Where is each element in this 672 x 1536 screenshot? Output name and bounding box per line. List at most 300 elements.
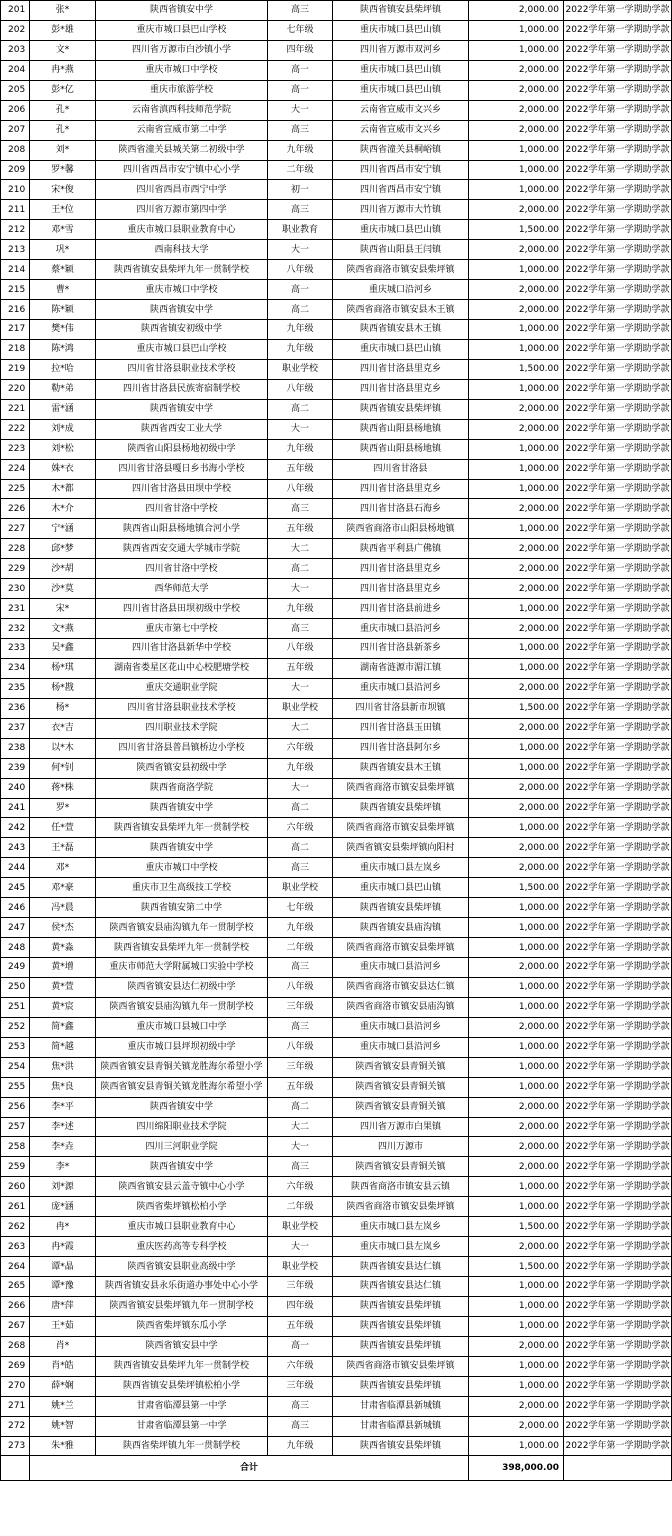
home-address: 重庆市城口县巴山镇 bbox=[333, 60, 469, 80]
home-address: 陕西省镇安县柴坪镇 bbox=[333, 1436, 469, 1456]
amount: 2,000.00 bbox=[469, 120, 564, 140]
row-index: 273 bbox=[1, 1436, 30, 1456]
row-index: 240 bbox=[1, 778, 30, 798]
grade: 高三 bbox=[268, 1396, 333, 1416]
donation-note: 2022学年第一学期助学款 bbox=[564, 379, 672, 399]
home-address: 四川省甘洛县新茶乡 bbox=[333, 639, 469, 659]
school-name: 重庆交通职业学院 bbox=[96, 678, 268, 698]
donation-note: 2022学年第一学期助学款 bbox=[564, 559, 672, 579]
grade: 职业学校 bbox=[268, 878, 333, 898]
table-row bbox=[1, 1257, 672, 1277]
donation-note: 2022学年第一学期助学款 bbox=[564, 280, 672, 300]
recipient-name: 杨* bbox=[30, 698, 96, 718]
amount: 2,000.00 bbox=[469, 1017, 564, 1037]
table-row bbox=[1, 439, 672, 459]
recipient-name: 冉*霞 bbox=[30, 1237, 96, 1257]
table-row bbox=[1, 120, 672, 140]
table-row bbox=[1, 80, 672, 100]
grade: 六年级 bbox=[268, 738, 333, 758]
row-index: 266 bbox=[1, 1296, 30, 1316]
amount: 1,000.00 bbox=[469, 180, 564, 200]
school-name: 重庆市城口县坪坝初级中学 bbox=[96, 1037, 268, 1057]
amount: 1,000.00 bbox=[469, 758, 564, 778]
grade: 五年级 bbox=[268, 1316, 333, 1336]
school-name: 四川省西昌市西宁中学 bbox=[96, 180, 268, 200]
table-row bbox=[1, 738, 672, 758]
total-note bbox=[564, 1456, 672, 1481]
amount: 1,000.00 bbox=[469, 738, 564, 758]
recipient-name: 李*平 bbox=[30, 1097, 96, 1117]
recipient-name: 沙*莫 bbox=[30, 579, 96, 599]
donation-note: 2022学年第一学期助学款 bbox=[564, 758, 672, 778]
school-name: 陕西省镇安县初级中学 bbox=[96, 758, 268, 778]
grade: 大二 bbox=[268, 1117, 333, 1137]
donation-note: 2022学年第一学期助学款 bbox=[564, 818, 672, 838]
donation-note: 2022学年第一学期助学款 bbox=[564, 1197, 672, 1217]
school-name: 陕西省镇安县青铜关镇龙胜海尔希望小学 bbox=[96, 1077, 268, 1097]
row-index: 261 bbox=[1, 1197, 30, 1217]
grade: 大一 bbox=[268, 100, 333, 120]
grade: 高三 bbox=[268, 858, 333, 878]
donation-note: 2022学年第一学期助学款 bbox=[564, 658, 672, 678]
grade: 九年级 bbox=[268, 320, 333, 340]
home-address: 陕西省商洛市山阳县杨地镇 bbox=[333, 519, 469, 539]
recipient-name: 黄*宸 bbox=[30, 997, 96, 1017]
recipient-name: 衣*吉 bbox=[30, 718, 96, 738]
school-name: 陕西省镇安中学 bbox=[96, 300, 268, 320]
grade: 三年级 bbox=[268, 1277, 333, 1297]
amount: 2,000.00 bbox=[469, 718, 564, 738]
table-row bbox=[1, 678, 672, 698]
recipient-name: 彭*亿 bbox=[30, 80, 96, 100]
home-address: 陕西省山阳县杨地镇 bbox=[333, 439, 469, 459]
recipient-name: 陈*鸿 bbox=[30, 339, 96, 359]
home-address: 四川省万源市大竹镇 bbox=[333, 200, 469, 220]
table-row bbox=[1, 220, 672, 240]
donation-note: 2022学年第一学期助学款 bbox=[564, 1177, 672, 1197]
row-index: 244 bbox=[1, 858, 30, 878]
donation-note: 2022学年第一学期助学款 bbox=[564, 958, 672, 978]
amount: 2,000.00 bbox=[469, 838, 564, 858]
recipient-name: 杨*琪 bbox=[30, 658, 96, 678]
amount: 1,000.00 bbox=[469, 1037, 564, 1057]
grade: 三年级 bbox=[268, 1057, 333, 1077]
grade: 八年级 bbox=[268, 260, 333, 280]
row-index: 254 bbox=[1, 1057, 30, 1077]
amount: 1,000.00 bbox=[469, 260, 564, 280]
school-name: 四川职业技术学院 bbox=[96, 718, 268, 738]
donation-note: 2022学年第一学期助学款 bbox=[564, 838, 672, 858]
row-index: 202 bbox=[1, 20, 30, 40]
home-address: 四川省甘洛县里克乡 bbox=[333, 359, 469, 379]
donation-note: 2022学年第一学期助学款 bbox=[564, 1336, 672, 1356]
home-address: 重庆市城口县沿河乡 bbox=[333, 1017, 469, 1037]
grade: 大一 bbox=[268, 240, 333, 260]
donation-note: 2022学年第一学期助学款 bbox=[564, 499, 672, 519]
donation-note: 2022学年第一学期助学款 bbox=[564, 200, 672, 220]
home-address: 陕西省镇安县木王镇 bbox=[333, 758, 469, 778]
school-name: 陕西省镇安中学 bbox=[96, 399, 268, 419]
row-index: 272 bbox=[1, 1416, 30, 1436]
amount: 2,000.00 bbox=[469, 1137, 564, 1157]
table-row bbox=[1, 280, 672, 300]
grade: 八年级 bbox=[268, 977, 333, 997]
table-row bbox=[1, 379, 672, 399]
home-address: 陕西省山阳县杨地镇 bbox=[333, 419, 469, 439]
amount: 1,000.00 bbox=[469, 459, 564, 479]
table-row bbox=[1, 1356, 672, 1376]
table-row bbox=[1, 1057, 672, 1077]
donation-note: 2022学年第一学期助学款 bbox=[564, 599, 672, 619]
school-name: 陕西省镇安中学 bbox=[96, 1097, 268, 1117]
row-index: 256 bbox=[1, 1097, 30, 1117]
table-row bbox=[1, 619, 672, 639]
school-name: 重庆市师范大学附属城口实验中学校 bbox=[96, 958, 268, 978]
donation-note: 2022学年第一学期助学款 bbox=[564, 40, 672, 60]
recipient-name: 孔* bbox=[30, 120, 96, 140]
recipient-name: 王*茹 bbox=[30, 1316, 96, 1336]
recipient-name: 冉* bbox=[30, 1217, 96, 1237]
grade: 大一 bbox=[268, 1237, 333, 1257]
table-row bbox=[1, 40, 672, 60]
school-name: 陕西省商洛学院 bbox=[96, 778, 268, 798]
home-address: 陕西省镇安县达仁镇 bbox=[333, 1257, 469, 1277]
home-address: 四川省甘洛县里克乡 bbox=[333, 379, 469, 399]
amount: 2,000.00 bbox=[469, 778, 564, 798]
recipient-name: 薛*娴 bbox=[30, 1376, 96, 1396]
school-name: 陕西省镇安中学 bbox=[96, 838, 268, 858]
home-address: 重庆市城口县左岚乡 bbox=[333, 1217, 469, 1237]
donation-note: 2022学年第一学期助学款 bbox=[564, 300, 672, 320]
home-address: 四川省万源市白果镇 bbox=[333, 1117, 469, 1137]
row-index: 268 bbox=[1, 1336, 30, 1356]
grade: 高一 bbox=[268, 80, 333, 100]
row-index: 249 bbox=[1, 958, 30, 978]
grade: 八年级 bbox=[268, 379, 333, 399]
table-row bbox=[1, 1197, 672, 1217]
amount: 2,000.00 bbox=[469, 80, 564, 100]
donation-note: 2022学年第一学期助学款 bbox=[564, 778, 672, 798]
home-address: 陕西省镇安县柴坪镇向阳村 bbox=[333, 838, 469, 858]
donation-note: 2022学年第一学期助学款 bbox=[564, 1077, 672, 1097]
school-name: 陕西省西安工业大学 bbox=[96, 419, 268, 439]
recipient-name: 宋*俊 bbox=[30, 180, 96, 200]
recipient-name: 李* bbox=[30, 1157, 96, 1177]
home-address: 陕西省商洛市镇安县云镇 bbox=[333, 1177, 469, 1197]
donation-note: 2022学年第一学期助学款 bbox=[564, 439, 672, 459]
row-index: 213 bbox=[1, 240, 30, 260]
amount: 1,000.00 bbox=[469, 439, 564, 459]
school-name: 云南省宣威市第二中学 bbox=[96, 120, 268, 140]
table-row bbox=[1, 399, 672, 419]
table-row bbox=[1, 559, 672, 579]
recipient-name: 彭*雄 bbox=[30, 20, 96, 40]
donation-note: 2022学年第一学期助学款 bbox=[564, 339, 672, 359]
grade: 九年级 bbox=[268, 599, 333, 619]
school-name: 重庆医药高等专科学校 bbox=[96, 1237, 268, 1257]
recipient-name: 木*都 bbox=[30, 479, 96, 499]
amount: 1,000.00 bbox=[469, 918, 564, 938]
table-row bbox=[1, 698, 672, 718]
row-index: 245 bbox=[1, 878, 30, 898]
donation-note: 2022学年第一学期助学款 bbox=[564, 1296, 672, 1316]
school-name: 重庆市城口县职业教育中心 bbox=[96, 1217, 268, 1237]
recipient-name: 何*钊 bbox=[30, 758, 96, 778]
donation-note: 2022学年第一学期助学款 bbox=[564, 579, 672, 599]
donation-note: 2022学年第一学期助学款 bbox=[564, 1, 672, 21]
grade: 四年级 bbox=[268, 40, 333, 60]
school-name: 陕西省镇安县达仁初级中学 bbox=[96, 977, 268, 997]
recipient-name: 勒*弟 bbox=[30, 379, 96, 399]
table-row bbox=[1, 1137, 672, 1157]
amount: 1,000.00 bbox=[469, 898, 564, 918]
amount: 2,000.00 bbox=[469, 1, 564, 21]
school-name: 陕西省柴坪镇东瓜小学 bbox=[96, 1316, 268, 1336]
recipient-name: 焦*良 bbox=[30, 1077, 96, 1097]
row-index: 235 bbox=[1, 678, 30, 698]
table-row bbox=[1, 599, 672, 619]
donation-note: 2022学年第一学期助学款 bbox=[564, 60, 672, 80]
home-address: 湖南省涟源市湄江镇 bbox=[333, 658, 469, 678]
donation-note: 2022学年第一学期助学款 bbox=[564, 1217, 672, 1237]
row-index: 208 bbox=[1, 140, 30, 160]
donation-note: 2022学年第一学期助学款 bbox=[564, 419, 672, 439]
table-row bbox=[1, 958, 672, 978]
amount: 2,000.00 bbox=[469, 1237, 564, 1257]
school-name: 甘肃省临潭县第一中学 bbox=[96, 1416, 268, 1436]
school-name: 四川省万源市白沙镇小学 bbox=[96, 40, 268, 60]
row-index: 215 bbox=[1, 280, 30, 300]
grade: 大一 bbox=[268, 778, 333, 798]
table-row bbox=[1, 200, 672, 220]
amount: 1,000.00 bbox=[469, 639, 564, 659]
donation-note: 2022学年第一学期助学款 bbox=[564, 260, 672, 280]
row-index: 219 bbox=[1, 359, 30, 379]
table-row bbox=[1, 1077, 672, 1097]
donation-note: 2022学年第一学期助学款 bbox=[564, 678, 672, 698]
grade: 六年级 bbox=[268, 1356, 333, 1376]
school-name: 重庆市城口县职业教育中心 bbox=[96, 220, 268, 240]
amount: 2,000.00 bbox=[469, 100, 564, 120]
table-row bbox=[1, 100, 672, 120]
grade: 高三 bbox=[268, 1416, 333, 1436]
grade: 初一 bbox=[268, 180, 333, 200]
school-name: 四川省甘洛中学校 bbox=[96, 499, 268, 519]
grade: 大一 bbox=[268, 419, 333, 439]
school-name: 陕西省镇安县柴坪九年一贯制学校 bbox=[96, 818, 268, 838]
grade: 五年级 bbox=[268, 459, 333, 479]
recipient-name: 焦*洪 bbox=[30, 1057, 96, 1077]
home-address: 重庆市城口县巴山镇 bbox=[333, 220, 469, 240]
row-index: 234 bbox=[1, 658, 30, 678]
recipient-name: 任*萱 bbox=[30, 818, 96, 838]
recipient-name: 王*位 bbox=[30, 200, 96, 220]
donation-note: 2022学年第一学期助学款 bbox=[564, 1376, 672, 1396]
recipient-name: 沙*胡 bbox=[30, 559, 96, 579]
amount: 1,000.00 bbox=[469, 339, 564, 359]
recipient-name: 樊*伟 bbox=[30, 320, 96, 340]
row-index: 230 bbox=[1, 579, 30, 599]
amount: 2,000.00 bbox=[469, 539, 564, 559]
amount: 2,000.00 bbox=[469, 1396, 564, 1416]
table-row bbox=[1, 1296, 672, 1316]
school-name: 陕西省潼关县城关第二初级中学 bbox=[96, 140, 268, 160]
donation-note: 2022学年第一学期助学款 bbox=[564, 1157, 672, 1177]
amount: 2,000.00 bbox=[469, 579, 564, 599]
school-name: 陕西省镇安县柴坪九年一贯制学校 bbox=[96, 1356, 268, 1376]
row-index: 204 bbox=[1, 60, 30, 80]
row-index: 232 bbox=[1, 619, 30, 639]
donation-note: 2022学年第一学期助学款 bbox=[564, 1017, 672, 1037]
home-address: 陕西省镇安县柴坪镇 bbox=[333, 399, 469, 419]
table-row bbox=[1, 579, 672, 599]
school-name: 四川省甘洛县普昌镇桥边小学校 bbox=[96, 738, 268, 758]
grade: 九年级 bbox=[268, 140, 333, 160]
home-address: 重庆市城口县沿河乡 bbox=[333, 619, 469, 639]
amount: 1,000.00 bbox=[469, 479, 564, 499]
amount: 2,000.00 bbox=[469, 200, 564, 220]
row-index: 214 bbox=[1, 260, 30, 280]
recipient-name: 邓* bbox=[30, 858, 96, 878]
home-address: 陕西省商洛市镇安县木王镇 bbox=[333, 300, 469, 320]
home-address: 四川万源市 bbox=[333, 1137, 469, 1157]
amount: 2,000.00 bbox=[469, 559, 564, 579]
donation-note: 2022学年第一学期助学款 bbox=[564, 997, 672, 1017]
grade: 高二 bbox=[268, 798, 333, 818]
grade: 高三 bbox=[268, 1017, 333, 1037]
home-address: 四川省甘洛县里克乡 bbox=[333, 579, 469, 599]
home-address: 重庆城口沿河乡 bbox=[333, 280, 469, 300]
grade: 高一 bbox=[268, 60, 333, 80]
grade: 高三 bbox=[268, 120, 333, 140]
table-row bbox=[1, 499, 672, 519]
grade: 六年级 bbox=[268, 1177, 333, 1197]
grade: 四年级 bbox=[268, 1296, 333, 1316]
donation-note: 2022学年第一学期助学款 bbox=[564, 1037, 672, 1057]
amount: 1,000.00 bbox=[469, 818, 564, 838]
recipient-name: 谭*晶 bbox=[30, 1257, 96, 1277]
grade: 高三 bbox=[268, 619, 333, 639]
home-address: 陕西省镇安县柴坪镇 bbox=[333, 1296, 469, 1316]
table-row bbox=[1, 1117, 672, 1137]
grade: 高三 bbox=[268, 958, 333, 978]
recipient-name: 拉*哈 bbox=[30, 359, 96, 379]
donation-note: 2022学年第一学期助学款 bbox=[564, 160, 672, 180]
school-name: 陕西省山阳县杨地镇合河小学 bbox=[96, 519, 268, 539]
school-name: 云南省滇西科技师范学院 bbox=[96, 100, 268, 120]
donation-note: 2022学年第一学期助学款 bbox=[564, 1097, 672, 1117]
school-name: 陕西省镇安县青铜关镇龙胜海尔希望小学 bbox=[96, 1057, 268, 1077]
donation-note: 2022学年第一学期助学款 bbox=[564, 240, 672, 260]
row-index: 222 bbox=[1, 419, 30, 439]
amount: 1,000.00 bbox=[469, 20, 564, 40]
recipient-name: 李*述 bbox=[30, 1117, 96, 1137]
amount: 1,000.00 bbox=[469, 379, 564, 399]
home-address: 陕西省潼关县桐峪镇 bbox=[333, 140, 469, 160]
amount: 2,000.00 bbox=[469, 280, 564, 300]
home-address: 陕西省商洛市镇安县柴坪镇 bbox=[333, 778, 469, 798]
donation-note: 2022学年第一学期助学款 bbox=[564, 878, 672, 898]
grade: 高二 bbox=[268, 1097, 333, 1117]
row-index: 260 bbox=[1, 1177, 30, 1197]
home-address: 陕西省镇安县柴坪镇 bbox=[333, 1, 469, 21]
school-name: 陕西省镇安县中学 bbox=[96, 1336, 268, 1356]
home-address: 陕西省镇安县青铜关镇 bbox=[333, 1077, 469, 1097]
total-label: 合计 bbox=[30, 1456, 469, 1481]
donation-note: 2022学年第一学期助学款 bbox=[564, 1316, 672, 1336]
home-address: 陕西省镇安县木王镇 bbox=[333, 320, 469, 340]
row-index: 243 bbox=[1, 838, 30, 858]
amount: 1,000.00 bbox=[469, 599, 564, 619]
recipient-name: 朱*雅 bbox=[30, 1436, 96, 1456]
home-address: 陕西省商洛市镇安县柴坪镇 bbox=[333, 260, 469, 280]
row-index: 210 bbox=[1, 180, 30, 200]
row-index: 209 bbox=[1, 160, 30, 180]
recipient-name: 刘*源 bbox=[30, 1177, 96, 1197]
amount: 2,000.00 bbox=[469, 678, 564, 698]
home-address: 云南省宣威市文兴乡 bbox=[333, 100, 469, 120]
donation-note: 2022学年第一学期助学款 bbox=[564, 399, 672, 419]
grade: 大二 bbox=[268, 539, 333, 559]
recipient-name: 李*垚 bbox=[30, 1137, 96, 1157]
home-address: 四川省甘洛县里克乡 bbox=[333, 479, 469, 499]
donation-note: 2022学年第一学期助学款 bbox=[564, 639, 672, 659]
donation-note: 2022学年第一学期助学款 bbox=[564, 938, 672, 958]
table-row bbox=[1, 938, 672, 958]
donation-note: 2022学年第一学期助学款 bbox=[564, 1277, 672, 1297]
table-row bbox=[1, 140, 672, 160]
table-row bbox=[1, 1277, 672, 1297]
grade: 高一 bbox=[268, 280, 333, 300]
grade: 八年级 bbox=[268, 479, 333, 499]
grade: 职业学校 bbox=[268, 698, 333, 718]
table-row bbox=[1, 878, 672, 898]
row-index: 229 bbox=[1, 559, 30, 579]
table-row bbox=[1, 718, 672, 738]
donation-note: 2022学年第一学期助学款 bbox=[564, 1237, 672, 1257]
home-address: 四川省甘洛县新市坝镇 bbox=[333, 698, 469, 718]
grade: 三年级 bbox=[268, 1376, 333, 1396]
recipient-name: 简*越 bbox=[30, 1037, 96, 1057]
table-row bbox=[1, 778, 672, 798]
recipient-name: 邓*雪 bbox=[30, 220, 96, 240]
amount: 1,500.00 bbox=[469, 220, 564, 240]
recipient-name: 蒋*株 bbox=[30, 778, 96, 798]
row-index: 263 bbox=[1, 1237, 30, 1257]
total-amount: 398,000.00 bbox=[469, 1456, 564, 1481]
recipient-name: 孔* bbox=[30, 100, 96, 120]
grade: 六年级 bbox=[268, 818, 333, 838]
table-row bbox=[1, 300, 672, 320]
row-index: 201 bbox=[1, 1, 30, 21]
amount: 1,000.00 bbox=[469, 1277, 564, 1297]
recipient-name: 庞*涵 bbox=[30, 1197, 96, 1217]
table-row bbox=[1, 240, 672, 260]
recipient-name: 唐*萍 bbox=[30, 1296, 96, 1316]
table-row bbox=[1, 359, 672, 379]
row-index: 221 bbox=[1, 399, 30, 419]
recipient-name: 刘*松 bbox=[30, 439, 96, 459]
recipient-name: 邓*豪 bbox=[30, 878, 96, 898]
grade: 高三 bbox=[268, 200, 333, 220]
total-blank bbox=[1, 1456, 30, 1481]
home-address: 重庆市城口县左岚乡 bbox=[333, 1237, 469, 1257]
school-name: 四川省甘洛中学校 bbox=[96, 559, 268, 579]
school-name: 四川省甘洛县职业技术学校 bbox=[96, 698, 268, 718]
home-address: 四川省甘洛县石海乡 bbox=[333, 499, 469, 519]
home-address: 陕西省商洛市镇安县庙沟镇 bbox=[333, 997, 469, 1017]
school-name: 陕西省山阳县杨地初级中学 bbox=[96, 439, 268, 459]
